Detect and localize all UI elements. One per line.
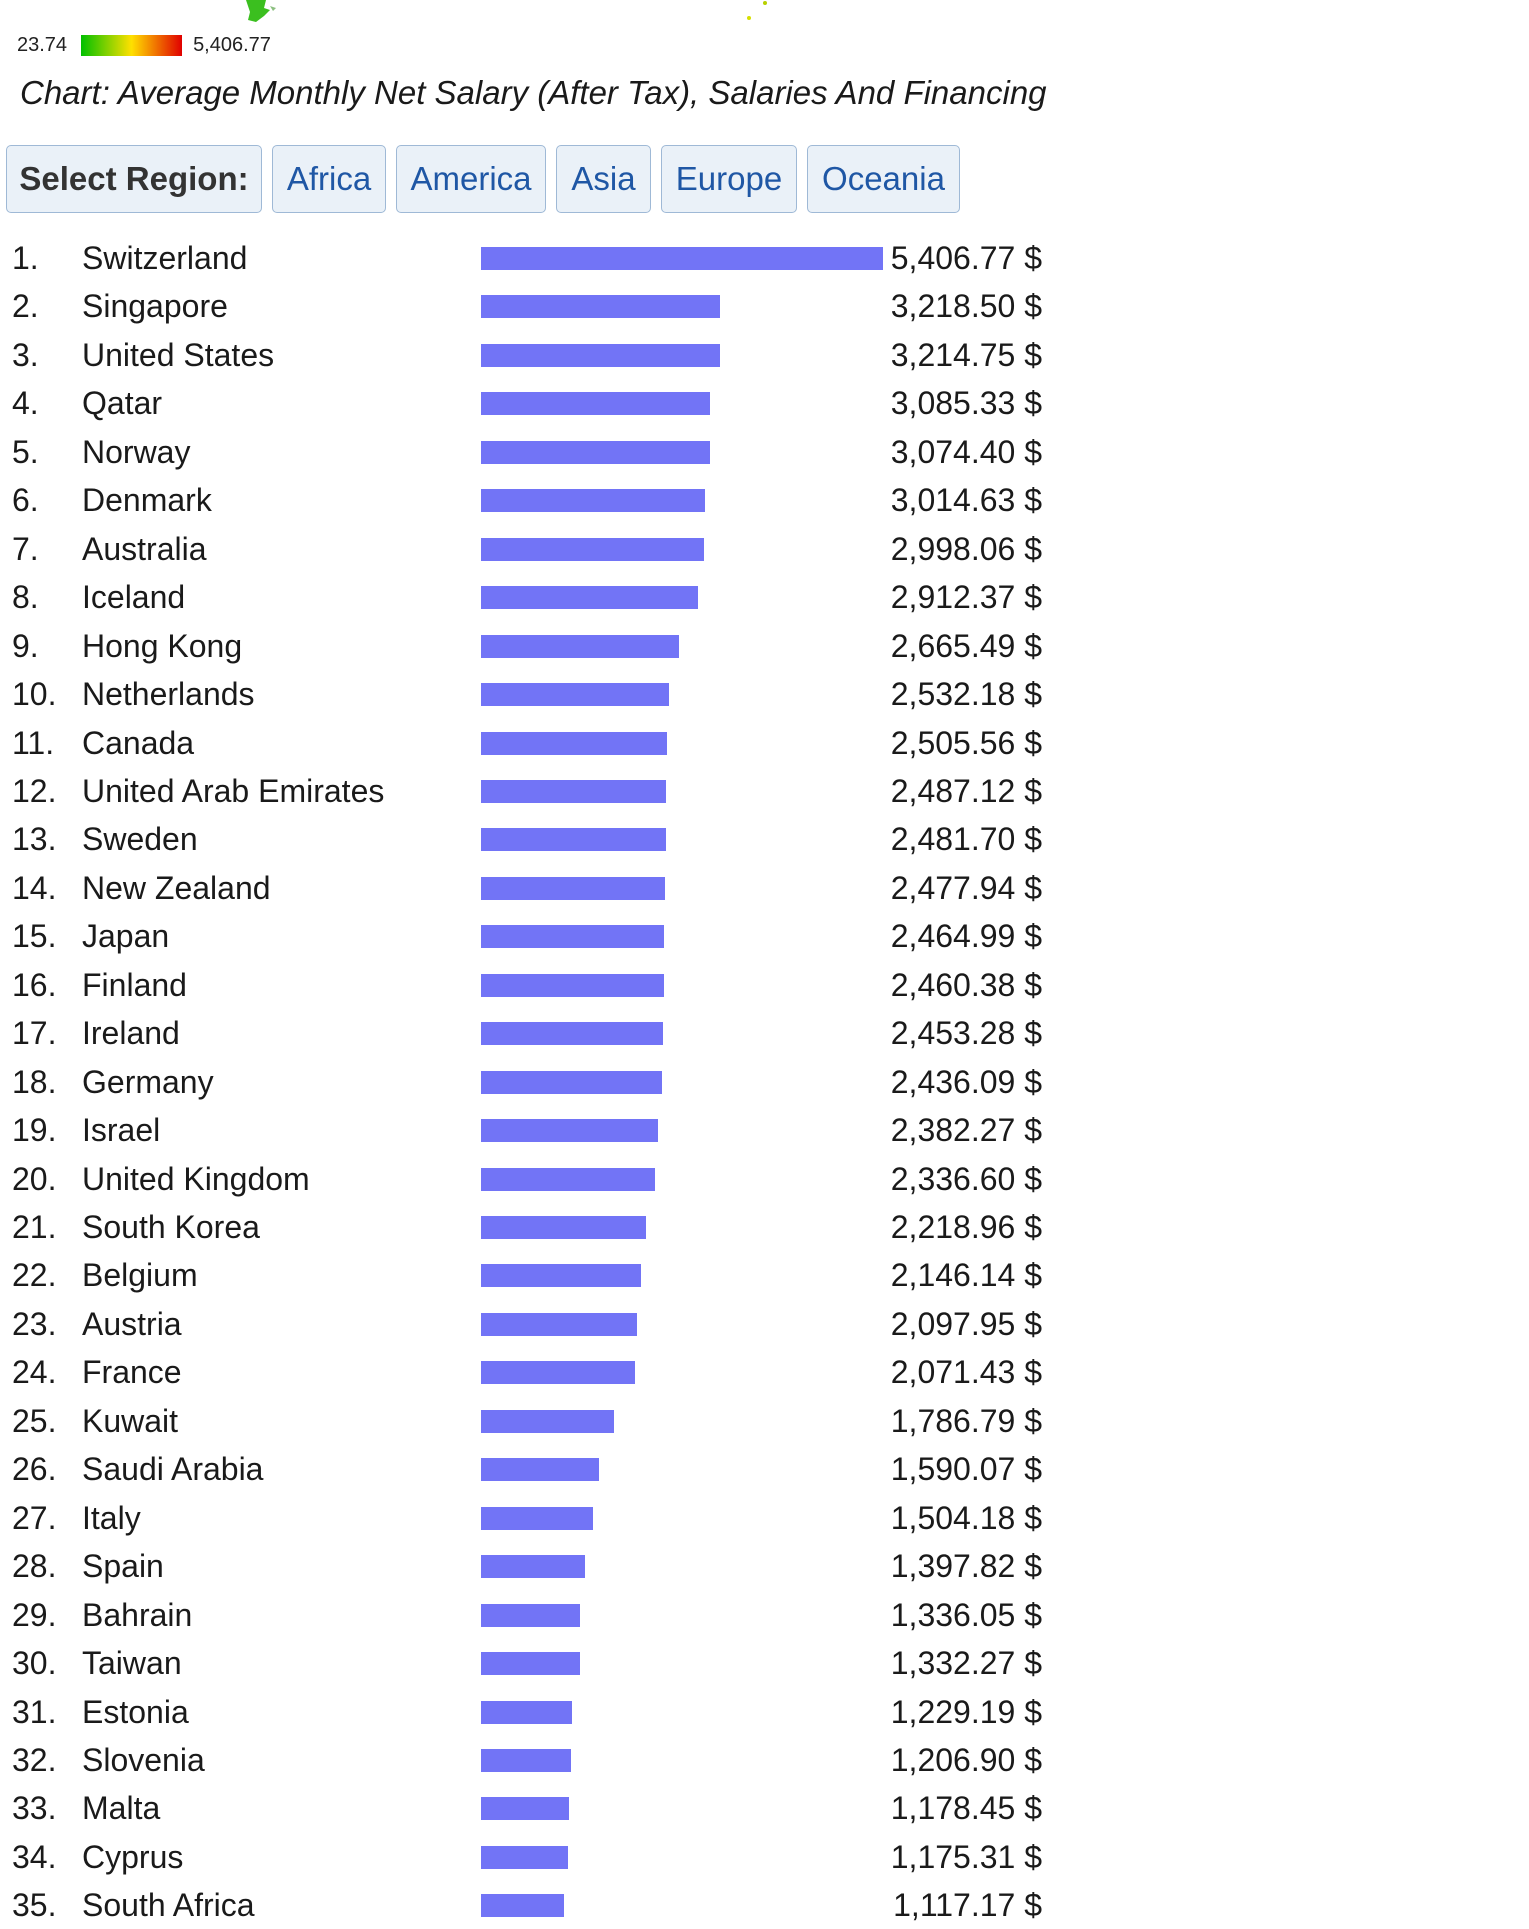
salary-bar bbox=[481, 1555, 585, 1578]
country-label: France bbox=[82, 1354, 182, 1391]
value-label: 1,229.19 $ bbox=[890, 1693, 1042, 1730]
ranking-row bbox=[0, 767, 1100, 815]
ranking-row bbox=[0, 912, 1100, 960]
salary-bar bbox=[481, 1410, 614, 1433]
value-label: 2,436.09 $ bbox=[890, 1063, 1042, 1100]
ranking-row bbox=[0, 1397, 1100, 1445]
region-button-africa[interactable]: Africa bbox=[272, 145, 386, 213]
value-label: 2,453.28 $ bbox=[890, 1015, 1042, 1052]
country-label: Italy bbox=[82, 1499, 141, 1536]
rank-label: 19. bbox=[12, 1112, 57, 1149]
ranking-row bbox=[0, 1251, 1100, 1299]
salary-bar bbox=[481, 1797, 569, 1820]
salary-bar bbox=[481, 1749, 571, 1772]
country-label: United Arab Emirates bbox=[82, 772, 385, 809]
salary-bar bbox=[481, 1071, 662, 1094]
salary-bar bbox=[481, 1458, 599, 1481]
country-label: Saudi Arabia bbox=[82, 1451, 264, 1488]
salary-bar bbox=[481, 877, 665, 900]
salary-bar bbox=[481, 344, 720, 367]
country-label: Ireland bbox=[82, 1015, 180, 1052]
country-label: Germany bbox=[82, 1063, 214, 1100]
value-label: 2,146.14 $ bbox=[890, 1257, 1042, 1294]
country-label: Australia bbox=[82, 530, 207, 567]
value-label: 2,665.49 $ bbox=[890, 627, 1042, 664]
rank-label: 15. bbox=[12, 918, 57, 955]
country-label: Sweden bbox=[82, 821, 198, 858]
value-label: 1,332.27 $ bbox=[890, 1645, 1042, 1682]
salary-bar bbox=[481, 295, 720, 318]
country-label: Spain bbox=[82, 1548, 164, 1585]
country-label: United States bbox=[82, 336, 275, 373]
salary-bar bbox=[481, 1216, 646, 1239]
salary-bar bbox=[481, 635, 679, 658]
salary-bar bbox=[481, 586, 698, 609]
ranking-row bbox=[0, 1736, 1100, 1784]
value-label: 2,481.70 $ bbox=[890, 821, 1042, 858]
country-label: Singapore bbox=[82, 288, 228, 325]
value-label: 2,382.27 $ bbox=[890, 1112, 1042, 1149]
ranking-row bbox=[0, 1155, 1100, 1203]
ranking-row bbox=[0, 573, 1100, 621]
country-label: South Korea bbox=[82, 1209, 260, 1245]
rank-label: 22. bbox=[12, 1257, 57, 1294]
ranking-row bbox=[0, 1058, 1100, 1106]
ranking-row bbox=[0, 622, 1100, 670]
salary-bar bbox=[481, 392, 710, 415]
rank-label: 13. bbox=[12, 821, 57, 858]
rank-label: 2. bbox=[12, 288, 39, 325]
value-label: 3,074.40 $ bbox=[890, 433, 1042, 470]
ranking-row bbox=[0, 1784, 1100, 1832]
rank-label: 6. bbox=[12, 482, 39, 519]
rank-label: 35. bbox=[12, 1887, 57, 1924]
rank-label: 3. bbox=[12, 336, 39, 373]
value-label: 2,532.18 $ bbox=[890, 676, 1042, 713]
country-label: United Kingdom bbox=[82, 1160, 310, 1197]
map-fragment bbox=[240, 0, 300, 26]
value-label: 3,214.75 $ bbox=[890, 336, 1042, 373]
rank-label: 34. bbox=[12, 1838, 57, 1875]
ranking-row bbox=[0, 815, 1100, 863]
value-label: 1,178.45 $ bbox=[890, 1790, 1042, 1827]
rank-label: 18. bbox=[12, 1063, 57, 1100]
ranking-row bbox=[0, 331, 1100, 379]
region-selector-label: Select Region: bbox=[6, 145, 262, 213]
ranking-row bbox=[0, 1688, 1100, 1736]
rank-label: 32. bbox=[12, 1741, 57, 1778]
salary-bar bbox=[481, 974, 664, 997]
ranking-row bbox=[0, 1348, 1100, 1396]
salary-bar bbox=[481, 538, 704, 561]
salary-bar bbox=[481, 683, 669, 706]
color-legend bbox=[17, 30, 271, 60]
rank-label: 20. bbox=[12, 1160, 57, 1197]
ranking-row bbox=[0, 1542, 1100, 1590]
salary-bar bbox=[481, 1119, 658, 1142]
chart-title: Chart: Average Monthly Net Salary (After Tax), Salaries And Financing bbox=[20, 74, 1047, 111]
rank-label: 4. bbox=[12, 385, 39, 422]
value-label: 2,336.60 $ bbox=[890, 1160, 1042, 1197]
country-label: Hong Kong bbox=[82, 627, 243, 664]
ranking-row bbox=[0, 864, 1100, 912]
rank-label: 17. bbox=[12, 1015, 57, 1052]
country-label: Qatar bbox=[82, 385, 163, 422]
ranking-row bbox=[0, 1009, 1100, 1057]
value-label: 2,477.94 $ bbox=[890, 869, 1042, 906]
rank-label: 10. bbox=[12, 676, 57, 713]
ranking-row bbox=[0, 1639, 1100, 1687]
legend-gradient bbox=[81, 35, 182, 56]
country-label: Kuwait bbox=[82, 1402, 179, 1439]
region-selector bbox=[6, 145, 970, 213]
country-label: Finland bbox=[82, 966, 187, 1003]
rank-label: 21. bbox=[12, 1209, 57, 1245]
country-label: South Africa bbox=[82, 1887, 255, 1924]
country-label: Canada bbox=[82, 724, 195, 761]
salary-bar bbox=[481, 828, 666, 851]
salary-bar bbox=[481, 1313, 637, 1336]
salary-bar bbox=[481, 1701, 572, 1724]
value-label: 3,085.33 $ bbox=[890, 385, 1042, 422]
salary-bar bbox=[481, 732, 667, 755]
country-label: Slovenia bbox=[82, 1741, 205, 1778]
map-fragment-dots bbox=[745, 0, 775, 24]
salary-bar bbox=[481, 780, 666, 803]
salary-bar bbox=[481, 1507, 593, 1530]
salary-bar bbox=[481, 1846, 568, 1869]
value-label: 1,786.79 $ bbox=[890, 1402, 1042, 1439]
legend-max-label: 5,406.77 bbox=[193, 33, 271, 56]
country-label: Belgium bbox=[82, 1257, 198, 1294]
ranking-row bbox=[0, 961, 1100, 1009]
ranking-row bbox=[0, 525, 1100, 573]
salary-bar bbox=[481, 1264, 641, 1287]
country-label: Cyprus bbox=[82, 1838, 184, 1875]
salary-bar bbox=[481, 1652, 580, 1675]
rank-label: 7. bbox=[12, 530, 39, 567]
ranking-row bbox=[0, 234, 1100, 282]
ranking-row bbox=[0, 1881, 1100, 1929]
value-label: 2,505.56 $ bbox=[890, 724, 1042, 761]
ranking-row bbox=[0, 476, 1100, 524]
salary-bar bbox=[481, 1604, 580, 1627]
country-label: Taiwan bbox=[82, 1645, 182, 1682]
value-label: 1,336.05 $ bbox=[890, 1596, 1042, 1633]
region-button-oceania[interactable]: Oceania bbox=[807, 145, 960, 213]
value-label: 2,218.96 $ bbox=[890, 1209, 1042, 1245]
value-label: 2,464.99 $ bbox=[890, 918, 1042, 955]
salary-bar bbox=[481, 1168, 655, 1191]
country-label: Denmark bbox=[82, 482, 212, 519]
ranking-row bbox=[0, 1833, 1100, 1881]
value-label: 2,998.06 $ bbox=[890, 530, 1042, 567]
country-label: Netherlands bbox=[82, 676, 255, 713]
value-label: 3,218.50 $ bbox=[890, 288, 1042, 325]
region-button-america[interactable]: America bbox=[396, 145, 546, 213]
salary-bar bbox=[481, 489, 705, 512]
rank-label: 27. bbox=[12, 1499, 57, 1536]
country-label: Iceland bbox=[82, 579, 186, 616]
country-label: New Zealand bbox=[82, 869, 271, 906]
value-label: 5,406.77 $ bbox=[890, 240, 1042, 276]
rank-label: 23. bbox=[12, 1305, 57, 1342]
country-label: Estonia bbox=[82, 1693, 189, 1730]
value-label: 1,397.82 $ bbox=[890, 1548, 1042, 1585]
salary-bar bbox=[481, 1894, 564, 1917]
value-label: 1,590.07 $ bbox=[890, 1451, 1042, 1488]
rank-label: 28. bbox=[12, 1548, 57, 1585]
ranking-row bbox=[0, 670, 1100, 718]
ranking-row bbox=[0, 1591, 1100, 1639]
value-label: 1,175.31 $ bbox=[890, 1838, 1042, 1875]
country-label: Norway bbox=[82, 433, 191, 470]
value-label: 3,014.63 $ bbox=[890, 482, 1042, 519]
rank-label: 11. bbox=[12, 724, 55, 761]
ranking-row bbox=[0, 719, 1100, 767]
salary-bar bbox=[481, 1022, 663, 1045]
country-label: Japan bbox=[82, 918, 170, 955]
salary-bar bbox=[481, 247, 883, 270]
salary-bar bbox=[481, 441, 710, 464]
ranking-row bbox=[0, 428, 1100, 476]
value-label: 1,206.90 $ bbox=[890, 1741, 1042, 1778]
rank-label: 30. bbox=[12, 1645, 57, 1682]
country-label: Malta bbox=[82, 1790, 161, 1827]
rank-label: 9. bbox=[12, 627, 39, 664]
ranking-row bbox=[0, 1445, 1100, 1493]
value-label: 2,460.38 $ bbox=[890, 966, 1042, 1003]
legend-min-label: 23.74 bbox=[17, 33, 68, 56]
rank-label: 24. bbox=[12, 1354, 57, 1391]
country-label: Switzerland bbox=[82, 240, 248, 276]
rank-label: 33. bbox=[12, 1790, 57, 1827]
value-label: 2,912.37 $ bbox=[890, 579, 1042, 616]
rank-label: 5. bbox=[12, 433, 39, 470]
salary-bar bbox=[481, 1361, 635, 1384]
rank-label: 12. bbox=[12, 772, 57, 809]
rank-label: 26. bbox=[12, 1451, 57, 1488]
ranking-row bbox=[0, 1300, 1100, 1348]
rank-label: 31. bbox=[12, 1693, 57, 1730]
value-label: 2,487.12 $ bbox=[890, 772, 1042, 809]
value-label: 1,504.18 $ bbox=[890, 1499, 1042, 1536]
rank-label: 14. bbox=[12, 869, 57, 906]
country-label: Austria bbox=[82, 1305, 182, 1342]
ranking-row bbox=[0, 1494, 1100, 1542]
country-label: Bahrain bbox=[82, 1596, 193, 1633]
rank-label: 1. bbox=[12, 240, 39, 276]
ranking-row bbox=[0, 379, 1100, 427]
value-label: 2,071.43 $ bbox=[890, 1354, 1042, 1391]
ranking-row bbox=[0, 1106, 1100, 1154]
region-button-asia[interactable]: Asia bbox=[556, 145, 651, 213]
rank-label: 25. bbox=[12, 1402, 57, 1439]
salary-bar bbox=[481, 925, 664, 948]
value-label: 1,117.17 $ bbox=[893, 1887, 1042, 1924]
ranking-row bbox=[0, 282, 1100, 330]
rank-label: 16. bbox=[12, 966, 57, 1003]
rank-label: 29. bbox=[12, 1596, 57, 1633]
rank-label: 8. bbox=[12, 579, 39, 616]
country-label: Israel bbox=[82, 1112, 161, 1149]
region-button-europe[interactable]: Europe bbox=[661, 145, 797, 213]
ranking-row bbox=[0, 1203, 1100, 1251]
value-label: 2,097.95 $ bbox=[890, 1305, 1042, 1342]
